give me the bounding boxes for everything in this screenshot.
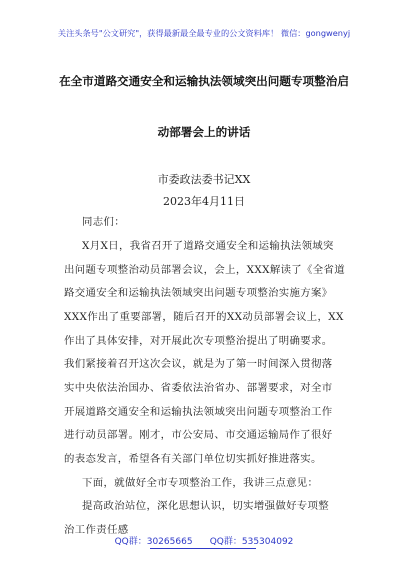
body-paragraph-line: 进行动员部署。刚才，市公安局、市交通运输局作了很好 <box>64 429 333 441</box>
body-paragraph-line: 实中央依法治国办、省委依法治省办、部署要求，对全市 <box>64 382 333 394</box>
body-paragraph-line: XXX作出了重要部署，随后召开的XX动员部署会议上，XX <box>64 311 344 323</box>
footer-qq-groups: QQ群：30265665 QQ群：535304092 <box>114 537 294 547</box>
body-paragraph-line: 作出了具体安排，对开展此次专项整治提出了明确要求。 <box>64 335 333 347</box>
document-title-line-1: 在全市道路交通安全和运输执法领域突出问题专项整治启 <box>59 74 349 88</box>
speaker-name: 市委政法委书记XX <box>157 173 251 186</box>
document-title-line-2: 动部署会上的讲话 <box>157 125 251 139</box>
body-paragraph-line: X月X日，我省召开了道路交通安全和运输执法领域突 <box>82 240 334 252</box>
header-promo-note: 关注头条号"公文研究"，获得最新最全最专业的公文资料库！ 微信：gongwenyj <box>57 28 351 38</box>
speech-date: 2023年4月11日 <box>163 195 245 208</box>
body-paragraph-line: 治工作责任感 <box>64 524 129 536</box>
body-paragraph-line: 提高政治站位，深化思想认识，切实增强做好专项整 <box>82 500 330 512</box>
body-paragraph-line: 下面，就做好全市专项整治工作，我讲三点意见： <box>82 477 319 489</box>
body-paragraph-line: 开展道路交通安全和运输执法领域突出问题专项整治工作 <box>64 406 333 418</box>
body-paragraph-line: 出问题专项整治动员部署会议，会上，XXX解读了《全省道 <box>64 264 346 276</box>
body-paragraph-line: 路交通安全和运输执法领域突出问题专项整治实施方案》 <box>64 287 333 299</box>
body-paragraph-line: 的表态发言，希望各有关部门单位切实抓好推进落实。 <box>64 453 322 465</box>
body-paragraph-line: 同志们： <box>82 216 125 228</box>
footer-underline <box>150 548 256 549</box>
body-paragraph-line: 我们紧接着召开这次会议，就是为了第一时间深入贯彻落 <box>64 358 333 370</box>
